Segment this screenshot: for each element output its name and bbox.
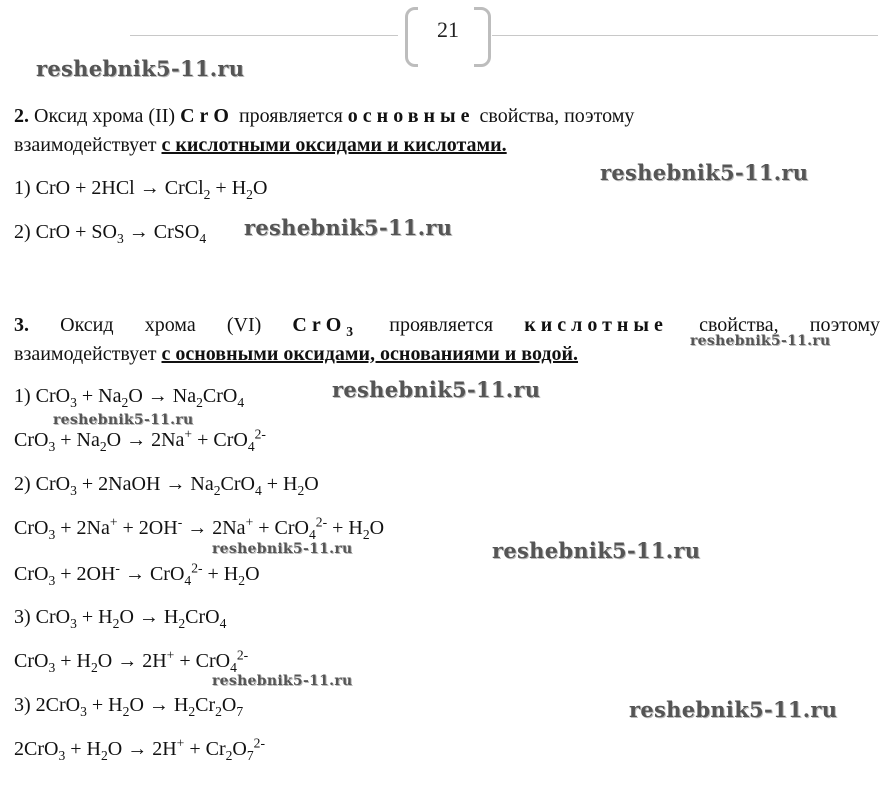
watermark: reshebnik5-11.ru <box>600 160 809 185</box>
watermark: reshebnik5-11.ru <box>244 215 453 240</box>
section3-verb: проявляется <box>389 314 494 336</box>
section2-tail: свойства, поэтому <box>479 105 635 127</box>
section3-lead: Оксид хрома (VI) <box>60 314 262 336</box>
section3-tail: свойства, поэтому <box>699 314 881 336</box>
section2-line2-start: взаимодействует <box>14 134 157 156</box>
section3-property: кислотные <box>524 314 668 336</box>
watermark: reshebnik5-11.ru <box>492 538 701 563</box>
watermark: reshebnik5-11.ru <box>690 333 831 349</box>
section2-verb: проявляется <box>238 105 343 127</box>
equation: 2) CrO$_3$ + 2NaOH → $Na_2CrO_4 + H_2O$ <box>14 473 319 498</box>
section3-reactants: с основными оксидами, основаниями и водой. <box>161 343 579 365</box>
section3-number: 3. <box>14 314 29 336</box>
watermark: reshebnik5-11.ru <box>36 56 245 81</box>
watermark: reshebnik5-11.ru <box>53 412 194 428</box>
header-rule-right <box>492 35 878 36</box>
header-rule-left <box>130 35 398 36</box>
equation: $CrO_3 + 2OH^- \to CrO_4^{2-} + H_2O$ <box>14 560 260 588</box>
section2-reactants: с кислотными оксидами и кислотами. <box>161 134 507 156</box>
section3-formula: CrO$_3$ <box>292 314 359 339</box>
section2-number: 2. <box>14 105 29 127</box>
watermark: reshebnik5-11.ru <box>212 541 353 557</box>
equation: 3) $CrO_3 + H_2O \to H_2CrO_4$ <box>14 606 227 631</box>
page-number: 21 <box>437 17 459 42</box>
section3-line1 <box>14 311 880 339</box>
section2-property: основные <box>347 105 475 127</box>
equation: 2) CrO + $SO_3$ → CrSO$_4$ <box>14 221 207 246</box>
equation: $2CrO_3 + H_2O \to 2H^+ + Cr_2O_7^{2-}$ <box>14 735 265 763</box>
section2-lead: Оксид хрома (II) <box>34 105 176 127</box>
equation: $CrO_3 + Na_2O \to 2Na^+ + CrO_4^{2-}$ <box>14 426 266 454</box>
watermark: reshebnik5-11.ru <box>212 673 353 689</box>
equation: $CrO_3 + 2Na^+ + 2OH^- \to 2Na^+ + CrO_4^{2-} + H_2O$ <box>14 514 385 542</box>
equation: 1) CrO + 2HCl → CrCl$_2$ + $H_2O$ <box>14 177 268 202</box>
section2-line1 <box>14 102 634 130</box>
equation: 1) $CrO_3 + Na_2O \to Na_2CrO_4$ <box>14 385 245 410</box>
section3-line2 <box>14 340 578 368</box>
watermark: reshebnik5-11.ru <box>629 697 838 722</box>
section3-line2-start: взаимодействует <box>14 343 157 365</box>
section2-formula: CrO <box>180 105 234 127</box>
watermark: reshebnik5-11.ru <box>332 377 541 402</box>
equation: $CrO_3 + H_2O \to 2H^+ + CrO_4^{2-}$ <box>14 647 249 675</box>
section2-line2 <box>14 131 507 159</box>
equation: 3) $2CrO_3 + H_2O \to H_2Cr_2O_7$ <box>14 694 244 719</box>
